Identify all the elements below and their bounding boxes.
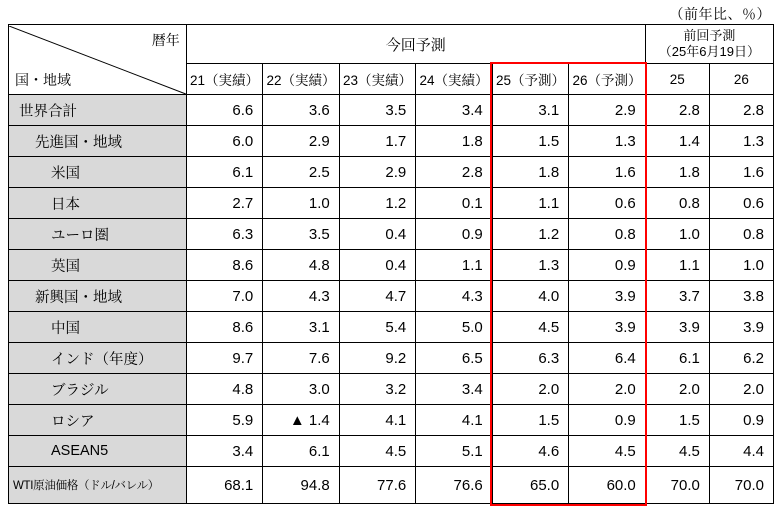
column-header-23: 23（実績）	[339, 64, 415, 95]
cell-value: 4.3	[263, 281, 339, 312]
cell-value: 3.9	[569, 312, 646, 343]
cell-value: 4.3	[416, 281, 492, 312]
cell-value: 0.8	[569, 219, 646, 250]
table-row	[9, 219, 774, 250]
cell-value: 3.5	[263, 219, 339, 250]
row-label: 世界合計	[9, 95, 187, 126]
cell-prev-value: 1.0	[709, 250, 773, 281]
cell-prev-value: 70.0	[709, 467, 773, 504]
cell-value: 2.5	[263, 157, 339, 188]
cell-prev-value: 1.6	[709, 157, 773, 188]
cell-value: 1.3	[569, 126, 646, 157]
cell-value: 1.5	[492, 405, 568, 436]
table-row	[9, 95, 774, 126]
column-header-22: 22（実績）	[263, 64, 339, 95]
cell-prev-value: 0.8	[645, 188, 709, 219]
cell-prev-value: 0.8	[709, 219, 773, 250]
cell-prev-value: 3.8	[709, 281, 773, 312]
cell-prev-value: 1.1	[645, 250, 709, 281]
cell-prev-value: 6.1	[645, 343, 709, 374]
cell-prev-value: 4.4	[709, 436, 773, 467]
cell-value: 0.4	[339, 219, 415, 250]
cell-value: 5.1	[416, 436, 492, 467]
cell-prev-value: 3.7	[645, 281, 709, 312]
cell-value: 0.9	[569, 250, 646, 281]
header-previous-forecast-line1: 前回予測	[683, 27, 736, 43]
cell-value: 68.1	[186, 467, 262, 504]
cell-value: 1.1	[416, 250, 492, 281]
cell-value: 4.8	[263, 250, 339, 281]
cell-value: 76.6	[416, 467, 492, 504]
cell-value: 4.5	[569, 436, 646, 467]
row-label: ロシア	[9, 405, 187, 436]
cell-value: 4.1	[416, 405, 492, 436]
cell-value: 5.4	[339, 312, 415, 343]
table-row-oil-price	[9, 467, 774, 504]
table-row	[9, 126, 774, 157]
row-label: ASEAN5	[9, 436, 187, 467]
cell-prev-value: 1.4	[645, 126, 709, 157]
cell-prev-value: 3.9	[645, 312, 709, 343]
cell-value: 77.6	[339, 467, 415, 504]
row-label: 日本	[9, 188, 187, 219]
forecast-table	[8, 24, 774, 504]
header-previous-forecast	[645, 25, 773, 64]
cell-prev-value: 1.5	[645, 405, 709, 436]
cell-prev-value: 1.3	[709, 126, 773, 157]
cell-value: 8.6	[186, 250, 262, 281]
cell-prev-value: 70.0	[645, 467, 709, 504]
cell-value: 0.1	[416, 188, 492, 219]
cell-value: 9.7	[186, 343, 262, 374]
cell-value: 0.9	[416, 219, 492, 250]
row-label: 新興国・地域	[9, 281, 187, 312]
header-current-forecast: 今回予測	[186, 25, 645, 64]
table-row	[9, 188, 774, 219]
cell-value: 2.8	[416, 157, 492, 188]
column-header-26-forecast: 26（予測）	[569, 64, 646, 95]
cell-value: 4.5	[492, 312, 568, 343]
row-label: 先進国・地域	[9, 126, 187, 157]
cell-prev-value: 6.2	[709, 343, 773, 374]
cell-value: 1.8	[416, 126, 492, 157]
column-header-21: 21（実績）	[186, 64, 262, 95]
column-header-prev-25: 25	[645, 64, 709, 95]
table-row	[9, 312, 774, 343]
column-header-25-forecast: 25（予測）	[492, 64, 568, 95]
cell-prev-value: 1.0	[645, 219, 709, 250]
cell-value: 6.1	[186, 157, 262, 188]
table-row	[9, 374, 774, 405]
cell-value: 6.1	[263, 436, 339, 467]
cell-value: 94.8	[263, 467, 339, 504]
row-label: 中国	[9, 312, 187, 343]
cell-value: 0.9	[569, 405, 646, 436]
cell-prev-value: 2.8	[709, 95, 773, 126]
cell-value: 3.0	[263, 374, 339, 405]
table-row	[9, 157, 774, 188]
cell-value: 4.0	[492, 281, 568, 312]
unit-note: （前年比、％）	[669, 6, 771, 22]
table-header-row-top	[9, 25, 774, 64]
forecast-table-wrapper	[8, 24, 774, 504]
cell-value: 1.2	[492, 219, 568, 250]
cell-value: 6.4	[569, 343, 646, 374]
table-body	[9, 95, 774, 504]
row-label: ユーロ圏	[9, 219, 187, 250]
cell-value: 3.2	[339, 374, 415, 405]
cell-value: 3.6	[263, 95, 339, 126]
cell-value: 65.0	[492, 467, 568, 504]
cell-value: 4.7	[339, 281, 415, 312]
table-row	[9, 281, 774, 312]
cell-value: 2.0	[569, 374, 646, 405]
row-label-oil-price: WTI原油価格（ドル/バレル）	[9, 467, 187, 504]
cell-value: ▲ 1.4	[263, 405, 339, 436]
cell-value: 6.6	[186, 95, 262, 126]
header-previous-forecast-line2: （25年6月19日）	[658, 44, 760, 59]
cell-value: 6.5	[416, 343, 492, 374]
cell-prev-value: 3.9	[709, 312, 773, 343]
cell-value: 2.9	[263, 126, 339, 157]
cell-value: 2.0	[492, 374, 568, 405]
cell-value: 7.0	[186, 281, 262, 312]
cell-prev-value: 2.8	[645, 95, 709, 126]
cell-value: 1.6	[569, 157, 646, 188]
cell-value: 1.3	[492, 250, 568, 281]
table-row	[9, 250, 774, 281]
cell-prev-value: 0.9	[709, 405, 773, 436]
cell-value: 1.5	[492, 126, 568, 157]
cell-value: 0.6	[569, 188, 646, 219]
cell-prev-value: 0.6	[709, 188, 773, 219]
cell-value: 3.4	[186, 436, 262, 467]
cell-value: 4.6	[492, 436, 568, 467]
cell-value: 3.1	[492, 95, 568, 126]
cell-prev-value: 1.8	[645, 157, 709, 188]
cell-value: 6.3	[492, 343, 568, 374]
cell-value: 2.9	[339, 157, 415, 188]
cell-prev-value: 2.0	[645, 374, 709, 405]
cell-value: 9.2	[339, 343, 415, 374]
cell-value: 7.6	[263, 343, 339, 374]
header-corner-cell	[9, 25, 187, 95]
cell-value: 3.4	[416, 95, 492, 126]
cell-value: 4.5	[339, 436, 415, 467]
cell-prev-value: 4.5	[645, 436, 709, 467]
table-row	[9, 343, 774, 374]
cell-value: 6.3	[186, 219, 262, 250]
column-header-prev-26: 26	[709, 64, 773, 95]
cell-value: 2.7	[186, 188, 262, 219]
cell-value: 3.9	[569, 281, 646, 312]
row-label: インド（年度）	[9, 343, 187, 374]
header-corner-top-label: 暦年	[151, 31, 180, 48]
column-header-24: 24（実績）	[416, 64, 492, 95]
cell-value: 3.1	[263, 312, 339, 343]
cell-value: 60.0	[569, 467, 646, 504]
table-row	[9, 436, 774, 467]
cell-value: 3.5	[339, 95, 415, 126]
table-row	[9, 405, 774, 436]
cell-value: 1.7	[339, 126, 415, 157]
row-label: 米国	[9, 157, 187, 188]
header-corner-bottom-label: 国・地域	[15, 71, 71, 88]
cell-value: 5.9	[186, 405, 262, 436]
cell-value: 6.0	[186, 126, 262, 157]
cell-value: 1.8	[492, 157, 568, 188]
cell-value: 5.0	[416, 312, 492, 343]
cell-value: 1.1	[492, 188, 568, 219]
cell-value: 4.8	[186, 374, 262, 405]
cell-value: 3.4	[416, 374, 492, 405]
cell-value: 0.4	[339, 250, 415, 281]
cell-prev-value: 2.0	[709, 374, 773, 405]
row-label: ブラジル	[9, 374, 187, 405]
row-label: 英国	[9, 250, 187, 281]
cell-value: 2.9	[569, 95, 646, 126]
cell-value: 1.0	[263, 188, 339, 219]
cell-value: 4.1	[339, 405, 415, 436]
cell-value: 8.6	[186, 312, 262, 343]
cell-value: 1.2	[339, 188, 415, 219]
